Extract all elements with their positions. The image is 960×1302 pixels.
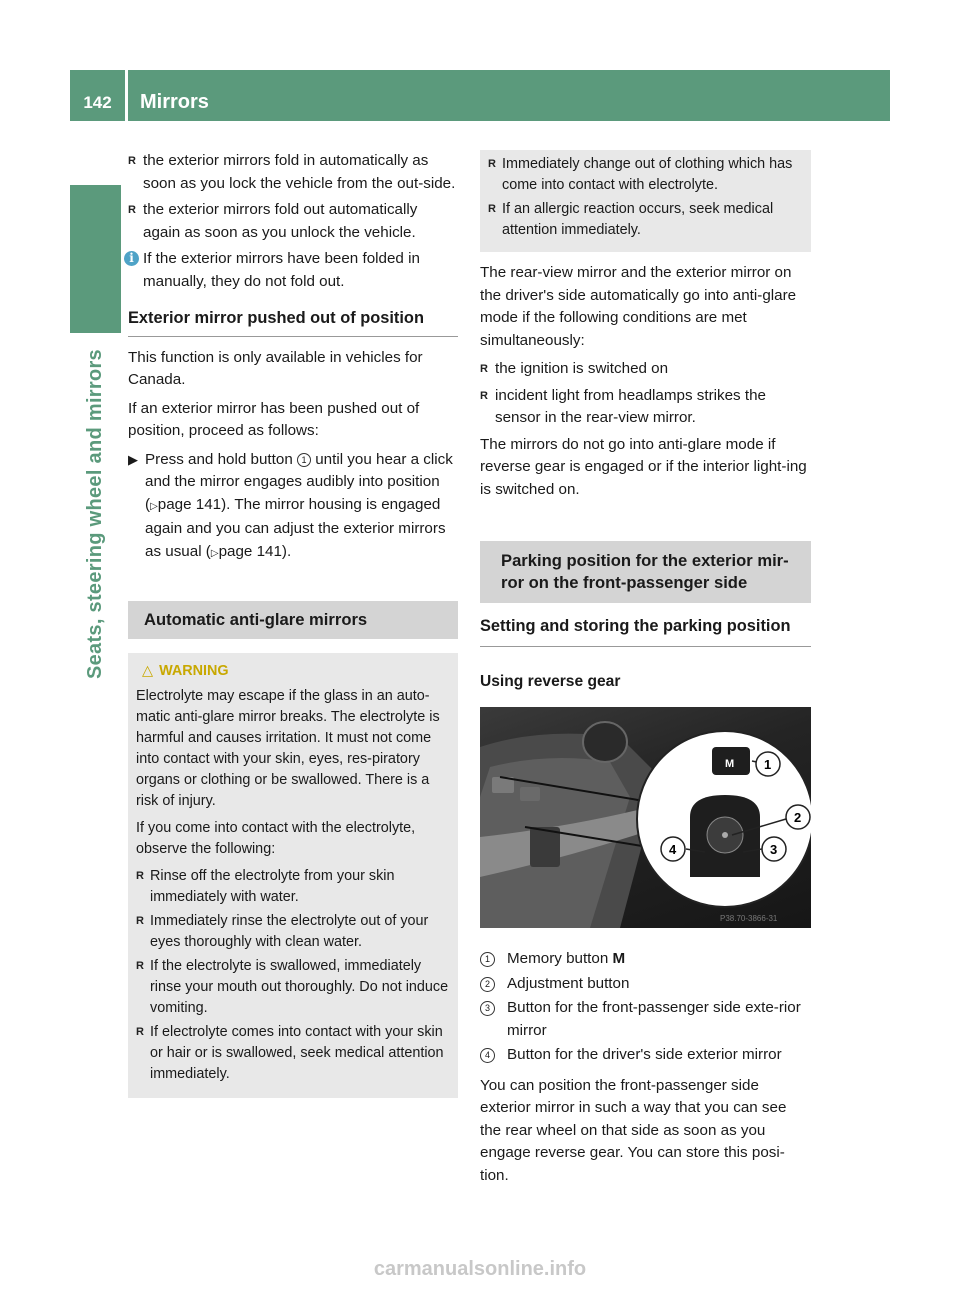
info-note — [128, 248, 458, 293]
section-heading-grey: Parking position for the exterior mir-ror on the front-passenger side — [480, 541, 811, 603]
section-heading: Exterior mirror pushed out of position — [128, 307, 458, 337]
watermark: carmanualsonline.info — [373, 1258, 587, 1280]
photo-code: P38.70-3866-31 — [720, 914, 778, 923]
side-chapter-label: Seats, steering wheel and mirrors — [84, 348, 107, 680]
legend-text: Button for the driver's side exterior mirror — [507, 1046, 782, 1063]
warning-box-continued — [480, 150, 811, 252]
legend-text: Button for the front-passenger side exte-rior mirror — [507, 999, 801, 1039]
minor-heading: Using reverse gear — [480, 672, 621, 690]
side-chapter-tab — [70, 349, 121, 679]
paragraph: The rear-view mirror and the exterior mirror on the driver's side automatically go into anti-glare mode if the following conditions are met simultaneously: — [480, 264, 797, 349]
instruction-step — [128, 449, 458, 566]
legend-bold: M — [612, 950, 626, 967]
paragraph: The mirrors do not go into anti-glare mode if reverse gear is engaged or if the interior light-ing is switched on. — [480, 435, 807, 498]
sub-heading: Setting and storing the parking position — [480, 615, 811, 647]
list-item: R Immediately change out of clothing which has come into contact with electrolyte. — [488, 154, 803, 196]
left-column — [128, 150, 458, 1098]
legend-item — [480, 973, 811, 996]
callout-3: 3 — [770, 842, 778, 857]
section-heading-grey: Automatic anti-glare mirrors — [128, 601, 458, 639]
paragraph: If an exterior mirror has been pushed out of position, proceed as follows: — [128, 399, 420, 439]
side-color-block — [70, 185, 121, 333]
warning-paragraph: If you come into contact with the electrolyte, observe the following: — [136, 820, 416, 857]
legend-item — [480, 1044, 811, 1067]
door-panel-illustration — [480, 707, 811, 928]
callout-number-icon: 1 — [297, 453, 311, 467]
list-item: R incident light from headlamps strikes the sensor in the rear-view mirror. — [480, 385, 811, 430]
legend-item — [480, 948, 811, 971]
warning-paragraph: Electrolyte may escape if the glass in an auto-matic anti-glare mirror breaks. The electrolyte is harmful and causes irritation. It must not come into contact with your skin, eyes, res-piratory organs or clothing or be swallowed. There is a risk of injury. — [136, 688, 440, 809]
list-item: R the exterior mirrors fold out automatically again as soon as you unlock the vehicle. — [128, 199, 458, 244]
callout-number-icon: 2 — [480, 977, 495, 992]
paragraph: This function is only available in vehicles for Canada. — [128, 348, 423, 388]
callout-2: 2 — [794, 810, 802, 825]
step-text: ). The mirror housing is engaged again and you can adjust the exterior mirrors as usual ( — [145, 495, 446, 560]
callout-4: 4 — [669, 842, 677, 857]
step-text: until you hear a click and the mirror engages audibly into position ( — [145, 450, 453, 513]
callout-number-icon: 4 — [480, 1048, 495, 1063]
door-panel-photo — [480, 707, 811, 928]
legend-item — [480, 997, 811, 1042]
memory-button-glyph: M — [725, 758, 735, 770]
list-item: R the exterior mirrors fold in automatically as soon as you lock the vehicle from the out-side. — [128, 150, 458, 195]
legend-text: Adjustment button — [507, 974, 630, 992]
list-item: R the ignition is switched on — [480, 358, 811, 381]
callout-number-icon: 1 — [480, 952, 495, 967]
step-arrow-icon: ▶ — [128, 451, 138, 467]
warning-triangle-icon: △ — [142, 663, 154, 679]
page-ref-arrow-icon: ▷ — [150, 500, 158, 512]
page-reference-link[interactable]: page 141 — [157, 495, 222, 513]
list-item: R Immediately rinse the electrolyte out of your eyes thoroughly with clean water. — [136, 911, 450, 953]
callout-1: 1 — [764, 757, 772, 772]
list-item: R If an allergic reaction occurs, seek medical attention immediately. — [488, 199, 803, 241]
warning-title — [136, 661, 450, 682]
callout-number-icon: 3 — [480, 1001, 495, 1016]
chapter-title: Mirrors — [140, 91, 209, 113]
right-column — [480, 150, 811, 1193]
warning-label: WARNING — [159, 663, 229, 679]
list-item: R If the electrolyte is swallowed, immediately rinse your mouth out thoroughly. Do not induce vomiting. — [136, 956, 450, 1019]
legend-text: Memory button — [507, 950, 613, 967]
paragraph: You can position the front-passenger side exterior mirror in such a way that you can see the rear wheel on that side as soon as you engage reverse gear. You can store this posi-tion. — [480, 1076, 787, 1184]
list-item: R If electrolyte comes into contact with your skin or hair or is swallowed, seek medical attention immediately. — [136, 1022, 450, 1085]
step-text: Press and hold button — [145, 450, 297, 468]
info-text: If the exterior mirrors have been folded in manually, they do not fold out. — [143, 250, 420, 290]
warning-box — [128, 653, 458, 1098]
page-reference-link[interactable]: page 141 — [218, 542, 282, 560]
step-text: ). — [281, 542, 292, 560]
list-item: R Rinse off the electrolyte from your skin immediately with water. — [136, 866, 450, 908]
page-ref-arrow-icon: ▷ — [210, 547, 219, 559]
header-divider — [125, 70, 128, 121]
page-number: 142 — [83, 93, 112, 112]
info-icon: i — [124, 251, 139, 266]
